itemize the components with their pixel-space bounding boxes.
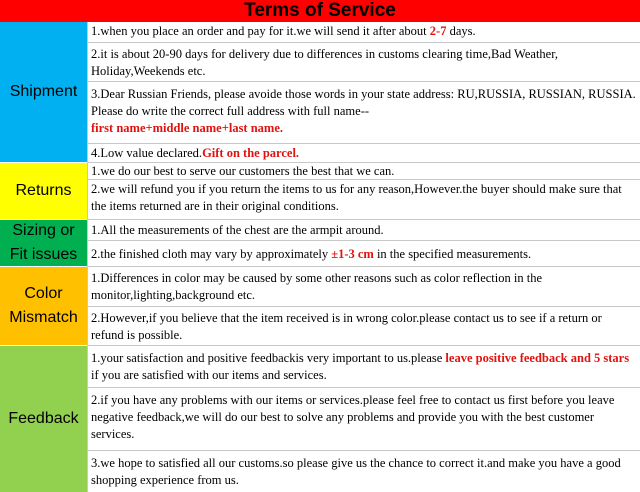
sizing-row-1: 1.All the measurements of the chest are the armpit around.	[87, 220, 640, 241]
sizing-label-line-2: Fit issues	[9, 246, 78, 263]
sizing-label-line-1: Sizing or	[12, 222, 75, 239]
shipment-row-4: 4.Low value declared.Gift on the parcel.	[87, 144, 640, 163]
returns-label: Returns	[0, 163, 87, 220]
color-mismatch-label-line-2: Mismatch	[9, 309, 78, 326]
feedback-row-3: 3.we hope to satisfied all our customs.so please give us the chance to correct it.and make you have a good shopping experience from us.	[87, 451, 640, 492]
feedback-section	[0, 346, 640, 492]
sizing-section	[0, 220, 640, 267]
color-mismatch-section	[0, 267, 640, 346]
feedback-row-1: 1.your satisfaction and positive feedbackis very important to us.please leave positive feedback and 5 stars if you are satisfied with our items and services.	[87, 346, 640, 388]
color-mismatch-row-2: 2.However,if you believe that the item received is in wrong color.please contact us to see if a return or refund is possible.	[87, 307, 640, 346]
sizing-row-2: 2.the finished cloth may vary by approximately ±1-3 cm in the specified measurements.	[87, 241, 640, 267]
sizing-label	[0, 220, 87, 267]
feedback-label: Feedback	[0, 346, 87, 492]
returns-row-1: 1.we do our best to serve our customers the best that we can.	[87, 163, 640, 180]
shipment-row-1: 1.when you place an order and pay for it.we will send it after about 2-7 days.	[87, 22, 640, 43]
returns-row-2: 2.we will refund you if you return the items to us for any reason,However.the buyer should make sure that the items returned are in their original conditions.	[87, 180, 640, 220]
page-title: Terms of Service	[0, 0, 640, 22]
feedback-row-2: 2.if you have any problems with our items or services.please feel free to contact us first before you leave negative feedback,we will do our best to solve any problems and provide you with the best customer services.	[87, 388, 640, 451]
returns-section	[0, 163, 640, 220]
color-mismatch-label-line-1: Color	[24, 285, 63, 302]
shipment-section	[0, 22, 640, 163]
color-mismatch-row-1: 1.Differences in color may be caused by some other reasons such as color reflection in the monitor,lighting,background etc.	[87, 267, 640, 307]
shipment-row-3: 3.Dear Russian Friends, please avoide those words in your state address: RU,RUSSIA, RUSSIAN, RUSSIA. Please do write the correct full address with full name-- first name+middle name+last name.	[87, 82, 640, 144]
shipment-row-2: 2.it is about 20-90 days for delivery due to differences in customs clearing time,Bad Weather, Holiday,Weekends etc.	[87, 43, 640, 82]
color-mismatch-label	[0, 267, 87, 346]
shipment-label: Shipment	[0, 22, 87, 163]
